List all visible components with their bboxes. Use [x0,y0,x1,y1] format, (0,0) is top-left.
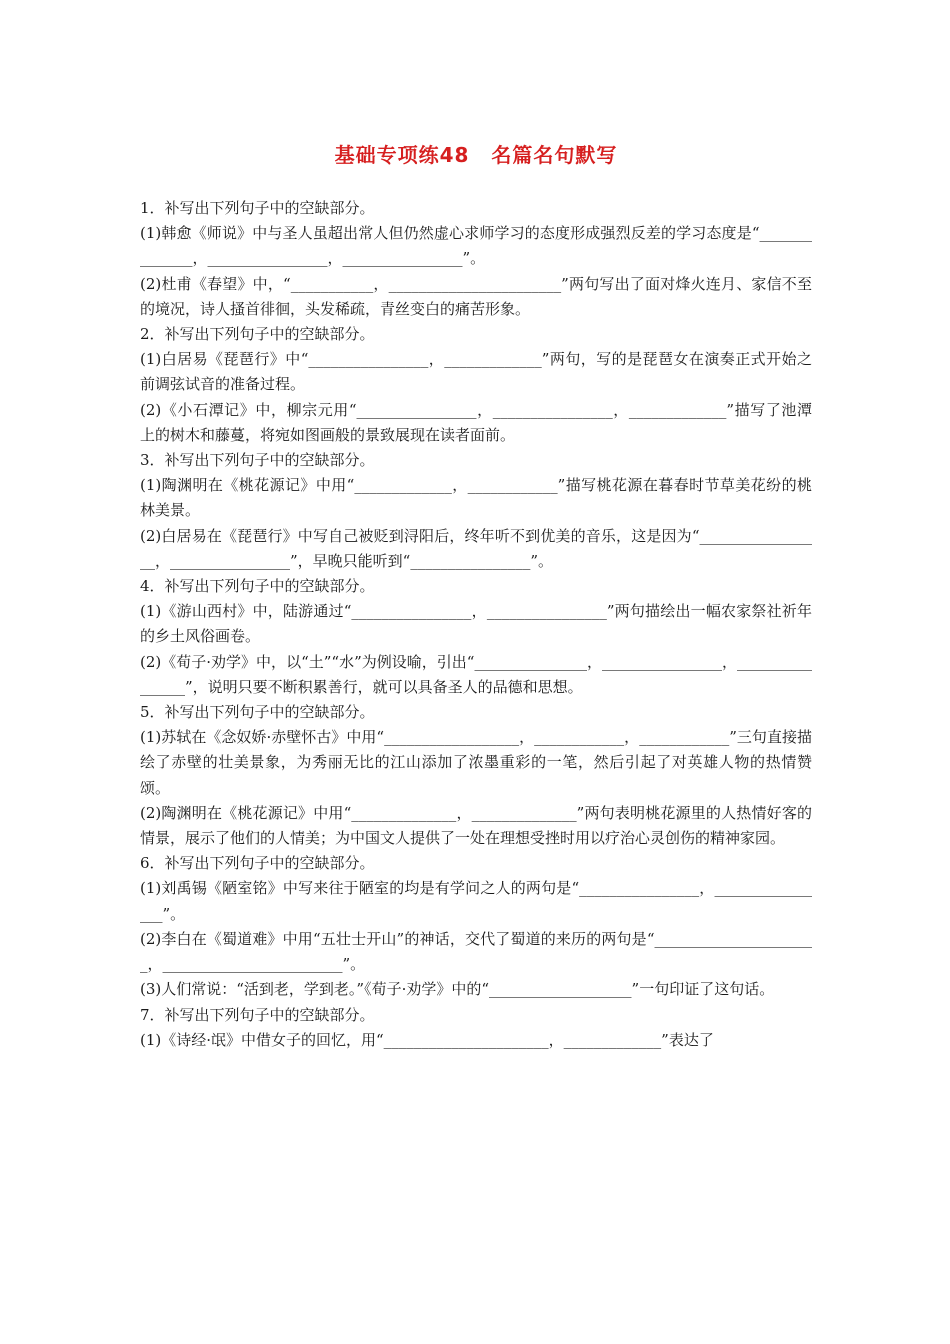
question-item: (2)白居易在《琵琶行》中写自己被贬到浔阳后，终年听不到优美的音乐，这是因为“_________________，________________”，早晚只能听到“________________”。 [140,526,812,570]
question-6 [140,851,812,1002]
question-4 [140,574,812,700]
question-item: (1)白居易《琵琶行》中“________________，_____________”两句，写的是琵琶女在演奏正式开始之前调弦试音的准备过程。 [140,350,812,394]
question-2 [140,322,812,448]
title-sub: 名篇名句默写 [491,143,618,167]
question-item: (1)韩愈《师说》中与圣人虽超出常人但仍然虚心求师学习的态度形成强烈反差的学习态度是“______________，________________，________________”。 [140,224,812,268]
question-item: (2)杜甫《春望》中，“___________，_______________________”两句写出了面对烽火连月、家信不至的境况，诗人搔首徘徊，头发稀疏，青丝变白的痛苦形象。 [140,274,812,318]
question-item: (1)陶渊明在《桃花源记》中用“_____________，____________”描写桃花源在暮春时节草美花纷的桃林美景。 [140,476,812,520]
question-item: (2)《荀子·劝学》中，以“土”“水”为例设喻，引出“_______________，________________，________________”，说明只要不断积累善行，就可以具备圣人的品德和思想。 [140,652,812,696]
question-stem: 6．补写出下列句子中的空缺部分。 [140,854,375,873]
question-item: (2)陶渊明在《桃花源记》中用“______________，______________”两句表明桃花源里的人热情好客的情景，展示了他们的人情美；为中国文人提供了一处在理想受挫时用以疗治心灵创伤的精神家园。 [140,803,812,848]
question-1 [140,196,812,322]
question-item: (1)苏轼在《念奴娇·赤壁怀古》中用“__________________，____________，____________”三句直接描绘了赤壁的壮美景象，为秀丽无比的江山添加了浓墨重彩的一笔，然后引起了对英雄人物的热情赞颂。 [140,728,812,797]
question-stem: 3．补写出下列句子中的空缺部分。 [140,451,375,470]
question-stem: 1．补写出下列句子中的空缺部分。 [140,199,375,217]
question-3 [140,448,812,574]
question-item: (2)李白在《蜀道难》中用“五壮士开山”的神话，交代了蜀道的来历的两句是“______________________，________________________”。 [140,929,812,974]
question-item: (3)人们常说：“活到老，学到老。”《荀子·劝学》中的“___________________”一句印证了这句话。 [140,980,775,999]
question-item: (1)《诗经·氓》中借女子的回忆，用“______________________，_____________”表达了 [140,1030,714,1049]
question-stem: 2．补写出下列句子中的空缺部分。 [140,325,375,344]
question-item: (1)《游山西村》中，陆游通过“________________，________________”两句描绘出一幅农家祭社祈年的乡土风俗画卷。 [140,602,812,646]
question-7 [140,1003,812,1053]
question-stem: 7．补写出下列句子中的空缺部分。 [140,1005,375,1024]
question-5 [140,700,812,851]
document-page [140,140,812,1053]
question-item: (2)《小石潭记》中，柳宗元用“________________，________________，_____________”描写了池潭上的树木和藤蔓，将宛如图画般的景致展现在读者面前。 [140,400,812,444]
question-stem: 5．补写出下列句子中的空缺部分。 [140,703,375,722]
page-title [140,140,812,170]
question-stem: 4．补写出下列句子中的空缺部分。 [140,577,375,596]
question-item: (1)刘禹锡《陋室铭》中写来往于陋室的均是有学问之人的两句是“________________，________________”。 [140,879,812,923]
title-main: 基础专项练48 [334,143,470,167]
